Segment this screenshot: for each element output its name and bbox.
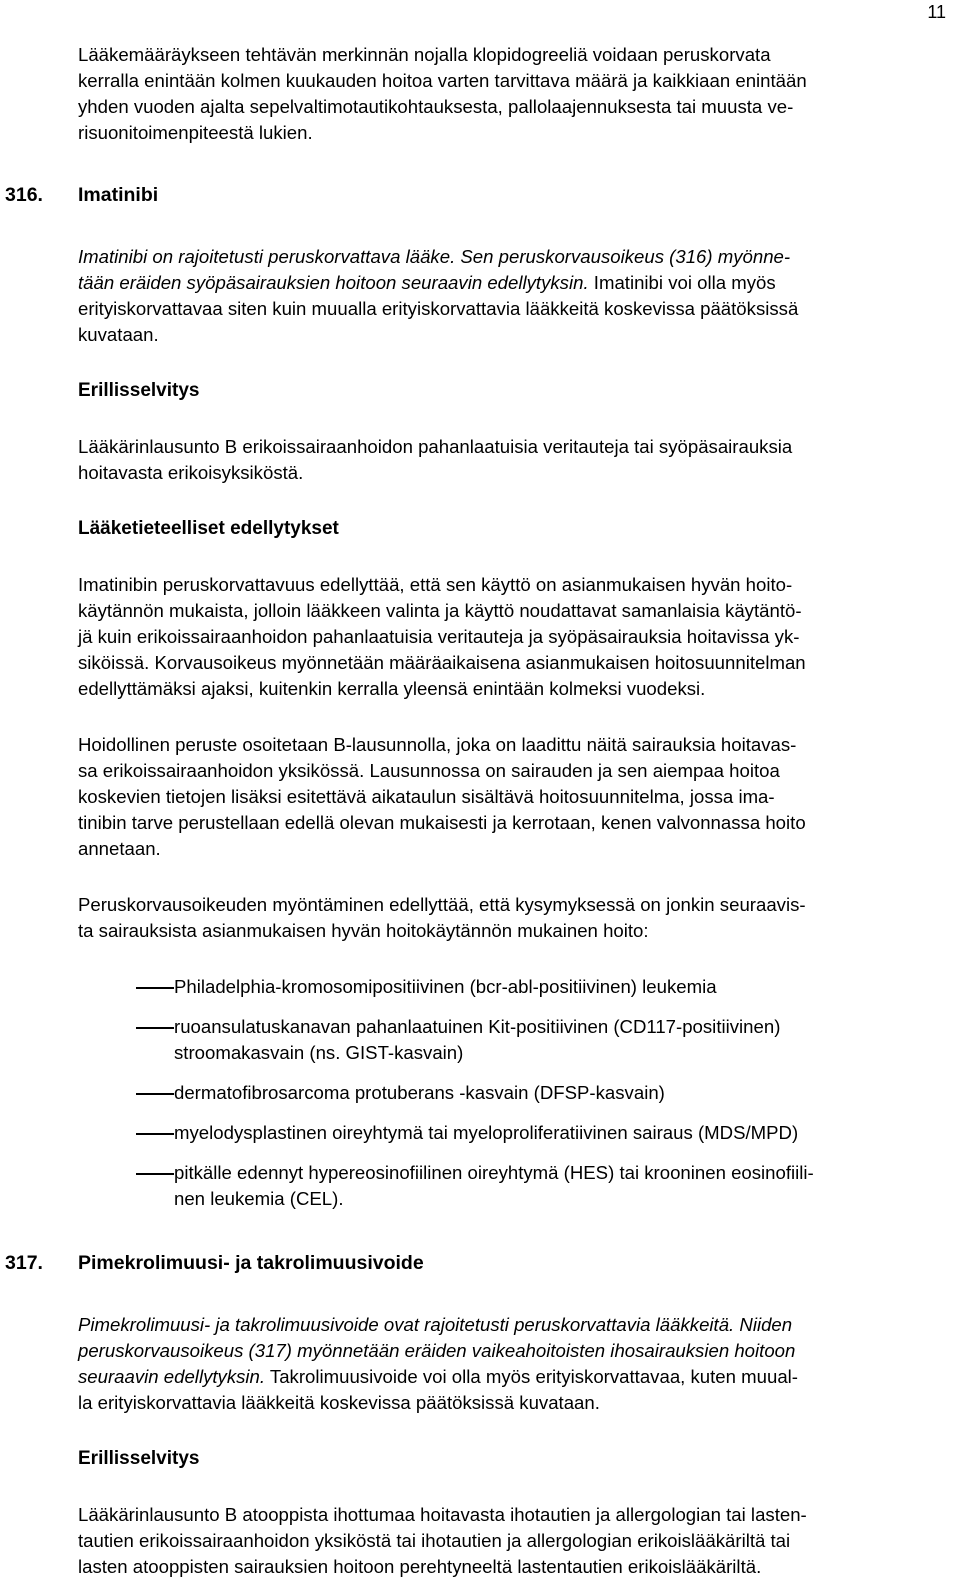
text-line: annetaan.: [78, 838, 161, 859]
text-line: hoitavasta erikoisyksiköstä.: [78, 462, 304, 483]
section-316-hoidollinen-text: [78, 732, 958, 862]
text-line: lasten atooppisten sairauksien hoitoon perehtyneeltä lastentautien erikoislääkäriltä.: [78, 1556, 762, 1577]
section-317-intro-rest: Takrolimuusivoide voi olla myös erityiskorvattavaa, kuten muual-: [265, 1366, 798, 1387]
section-316-intro-italic: tään eräiden syöpäsairauksien hoitoon seuraavin edellytyksin.: [78, 272, 589, 293]
text-line: Peruskorvausoikeuden myöntäminen edellyttää, että kysymyksessä on jonkin seuraavis-: [78, 894, 806, 915]
intro-paragraph: [78, 42, 958, 146]
section-316-heading: [5, 182, 958, 208]
section-317-intro-rest-line: la erityiskorvattavia lääkkeitä koskevissa päätöksissä kuvataan.: [78, 1392, 600, 1413]
section-317-intro: [78, 1312, 958, 1416]
section-316-intro-rest-line: erityiskorvattavaa siten kuin muualla erityiskorvattavia lääkkeitä koskevissa päätöksissä: [78, 298, 799, 319]
section-317-intro-italic: peruskorvausoikeus (317) myönnetään eräiden vaikeahoitoisten ihosairauksien hoitoon: [78, 1340, 796, 1361]
dash-bullet-icon: [136, 987, 174, 989]
text-line: tinibin tarve perustellaan edellä olevan mukaisesti ja kerrotaan, kenen valvonnassa hoito: [78, 812, 806, 833]
list-item: [0, 974, 958, 1000]
section-316-edellytykset-heading: Lääketieteelliset edellytykset: [78, 518, 339, 539]
list-item: [0, 1160, 958, 1212]
section-316-intro-rest: Imatinibi voi olla myös: [588, 272, 776, 293]
intro-line: yhden vuoden ajalta sepelvaltimotautikohtauksesta, pallolaajennuksesta tai muusta ve-: [78, 96, 794, 117]
condition-text: Philadelphia-kromosomipositiivinen (bcr-abl-positiivinen) leukemia: [174, 976, 717, 997]
document-body: [5, 42, 958, 1580]
section-316-title: Imatinibi: [78, 184, 159, 206]
section-317-erillisselvitys-heading: Erillisselvitys: [78, 1448, 200, 1469]
text-line: siköissä. Korvausoikeus myönnetään määräaikaisena asianmukaisen hoitosuunnitelman: [78, 652, 806, 673]
conditions-list: [0, 974, 958, 1212]
section-317-title: Pimekrolimuusi- ja takrolimuusivoide: [78, 1252, 424, 1274]
text-line: Lääkärinlausunto B atooppista ihottumaa hoitavasta ihotautien ja allergologian tai lasten-: [78, 1504, 807, 1525]
list-item: [0, 1120, 958, 1146]
dash-bullet-icon: [136, 1027, 174, 1029]
condition-text: ruoansulatuskanavan pahanlaatuinen Kit-positiivinen (CD117-positiivinen): [174, 1016, 781, 1037]
section-316-erillisselvitys-text: [78, 434, 958, 486]
text-line: tautien erikoissairaanhoidon yksiköstä tai ihotautien ja allergologian erikoislääkäriltä tai: [78, 1530, 791, 1551]
text-line: jä kuin erikoissairaanhoidon pahanlaatuisia veritauteja ja syöpäsairauksia hoitavissa yk-: [78, 626, 800, 647]
dash-bullet-icon: [136, 1093, 174, 1095]
page-number: 11: [927, 2, 946, 22]
intro-line: risuonitoimenpiteestä lukien.: [78, 122, 313, 143]
text-line: ta sairauksista asianmukaisen hyvän hoitokäytännön mukainen hoito:: [78, 920, 649, 941]
text-line: koskevien tietojen lisäksi esitettävä aikataulun sisältävä hoitosuunnitelma, jossa ima-: [78, 786, 775, 807]
section-316-intro-italic: Imatinibi on rajoitetusti peruskorvattava lääke. Sen peruskorvausoikeus (316) myönne-: [78, 246, 791, 267]
condition-text: nen leukemia (CEL).: [174, 1188, 344, 1209]
condition-text: dermatofibrosarcoma protuberans -kasvain (DFSP-kasvain): [174, 1082, 665, 1103]
list-item: [0, 1014, 958, 1066]
condition-text: myelodysplastinen oireyhtymä tai myeloproliferatiivinen sairaus (MDS/MPD): [174, 1122, 799, 1143]
section-316-edellytykset-text: [78, 572, 958, 702]
intro-line: Lääkemääräykseen tehtävän merkinnän nojalla klopidogreeliä voidaan peruskorvata: [78, 44, 771, 65]
section-317-erillisselvitys-text: [78, 1502, 958, 1580]
condition-text: pitkälle edennyt hypereosinofiilinen oireyhtymä (HES) tai krooninen eosinofiili-: [174, 1162, 814, 1183]
section-317-heading: [5, 1250, 958, 1276]
intro-line: kerralla enintään kolmen kuukauden hoitoa varten tarvittava määrä ja kaikkiaan enintään: [78, 70, 807, 91]
dash-bullet-icon: [136, 1173, 174, 1175]
text-line: Hoidollinen peruste osoitetaan B-lausunnolla, joka on laadittu näitä sairauksia hoitavas-: [78, 734, 797, 755]
text-line: käytännön mukaista, jolloin lääkkeen valinta ja käyttö noudattavat samanlaisia käytäntö-: [78, 600, 802, 621]
text-line: sa erikoissairaanhoidon yksikössä. Lausunnossa on sairauden ja sen aiempaa hoitoa: [78, 760, 780, 781]
text-line: Lääkärinlausunto B erikoissairaanhoidon pahanlaatuisia veritauteja tai syöpäsairauksia: [78, 436, 793, 457]
section-317-intro-italic: Pimekrolimuusi- ja takrolimuusivoide ovat rajoitetusti peruskorvattavia lääkkeitä. Niiden: [78, 1314, 793, 1335]
text-line: Imatinibin peruskorvattavuus edellyttää, että sen käyttö on asianmukaisen hyvän hoito-: [78, 574, 793, 595]
list-item: [0, 1080, 958, 1106]
dash-bullet-icon: [136, 1133, 174, 1135]
section-316-intro: [78, 244, 958, 348]
section-316-erillisselvitys-heading: Erillisselvitys: [78, 380, 200, 401]
text-line: edellyttämäksi ajaksi, kuitenkin kerralla yleensä enintään kolmeksi vuodeksi.: [78, 678, 706, 699]
section-316-intro-rest-line: kuvataan.: [78, 324, 159, 345]
section-316-number: 316.: [5, 184, 43, 206]
condition-text: stroomakasvain (ns. GIST-kasvain): [174, 1042, 464, 1063]
section-317-intro-italic: seuraavin edellytyksin.: [78, 1366, 266, 1387]
section-316-myontaminen-text: [78, 892, 958, 944]
section-317-number: 317.: [5, 1252, 43, 1274]
